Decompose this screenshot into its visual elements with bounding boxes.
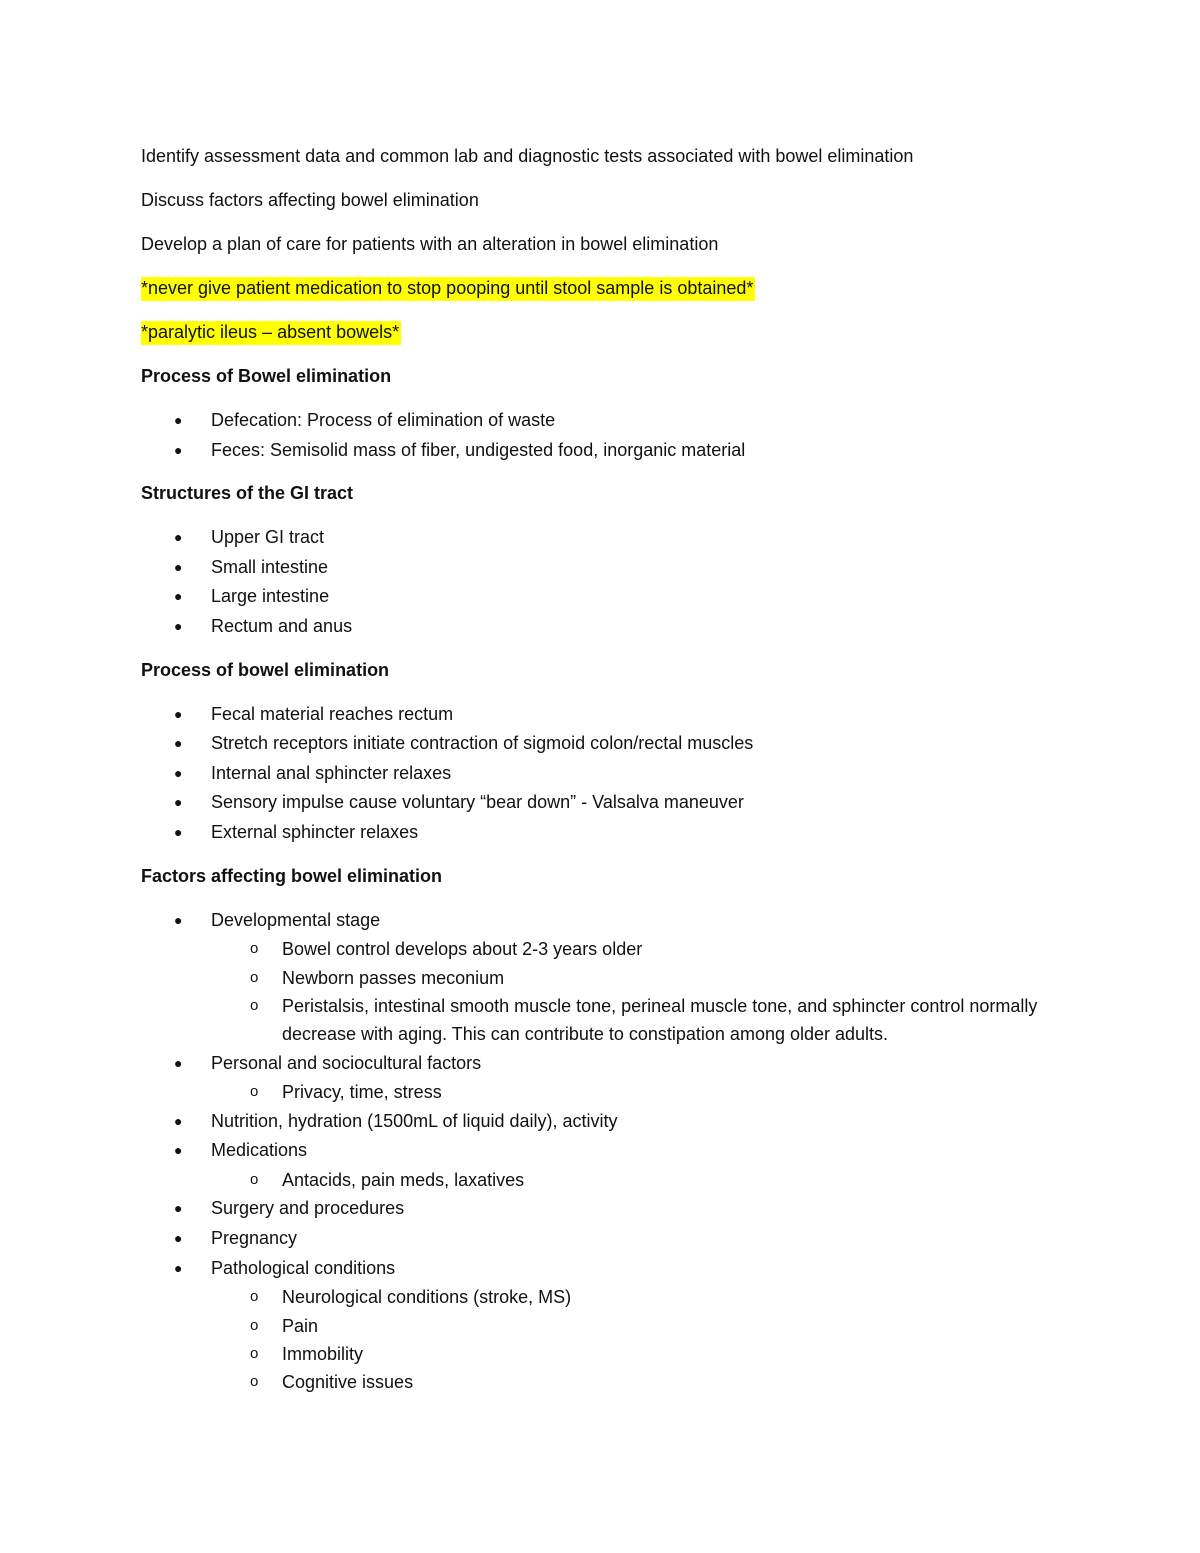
- circle-bullet-icon: o: [250, 996, 259, 1014]
- sub-list-item: [211, 1340, 1061, 1368]
- sub-list-item-text: Neurological conditions (stroke, MS): [282, 1287, 572, 1308]
- circle-bullet-icon: o: [250, 1288, 259, 1306]
- list-item-text: Small intestine: [211, 556, 329, 577]
- objective-line: Develop a plan of care for patients with an alteration in bowel elimination: [141, 234, 719, 254]
- list-item: [141, 523, 1061, 553]
- bullet-icon: ●: [174, 1142, 183, 1159]
- sub-bullet-list: [211, 1283, 1061, 1397]
- list-item: [141, 1254, 1061, 1397]
- sub-list-item: [211, 935, 1061, 963]
- highlighted-text: *paralytic ileus – absent bowels*: [141, 321, 401, 345]
- list-item: [141, 1194, 1061, 1224]
- list-item-text: Rectum and anus: [211, 615, 353, 636]
- list-item-text: Pregnancy: [211, 1227, 298, 1248]
- circle-bullet-icon: o: [250, 1170, 259, 1188]
- bullet-icon: ●: [174, 1112, 183, 1129]
- bullet-icon: ●: [174, 911, 183, 928]
- bullet-list: [141, 523, 1061, 641]
- bullet-icon: ●: [174, 705, 183, 722]
- list-item-text: Large intestine: [211, 586, 330, 607]
- sub-bullet-list: [211, 1166, 1061, 1194]
- sub-list-item-text: Pain: [282, 1315, 319, 1336]
- circle-bullet-icon: o: [250, 1083, 259, 1101]
- sub-list-item-text: Immobility: [282, 1343, 364, 1364]
- bullet-icon: ●: [174, 412, 183, 428]
- sub-list-item: [211, 1312, 1061, 1340]
- sub-list-item: [211, 1283, 1061, 1311]
- highlighted-text: *never give patient medication to stop pooping until stool sample is obtained*: [141, 277, 755, 301]
- list-item: [141, 436, 1061, 466]
- circle-bullet-icon: o: [250, 940, 259, 958]
- circle-bullet-icon: o: [250, 1373, 259, 1391]
- section-heading: Process of bowel elimination: [141, 659, 390, 680]
- section-heading: Factors affecting bowel elimination: [141, 865, 443, 886]
- bullet-icon: ●: [174, 735, 183, 752]
- sub-list-item: [211, 1368, 1061, 1396]
- bullet-list: [141, 906, 1061, 1397]
- list-item: [141, 818, 1061, 848]
- highlight-note: [141, 318, 1061, 362]
- list-item: [141, 1107, 1061, 1137]
- list-item: [141, 788, 1061, 818]
- list-item: [141, 759, 1061, 789]
- bullet-icon: ●: [174, 1259, 183, 1276]
- objective-line: Discuss factors affecting bowel elimination: [141, 190, 479, 210]
- list-item-text: Personal and sociocultural factors: [211, 1052, 482, 1073]
- bullet-icon: ●: [174, 529, 183, 546]
- sub-list-item: [211, 964, 1061, 992]
- section-heading: Process of Bowel elimination: [141, 366, 392, 386]
- list-item: [141, 1136, 1061, 1194]
- list-item: [141, 553, 1061, 583]
- sub-list-item-text: Newborn passes meconium: [282, 967, 505, 988]
- circle-bullet-icon: o: [250, 1344, 259, 1362]
- list-item: [141, 729, 1061, 759]
- sub-list-item: [211, 1166, 1061, 1194]
- bullet-icon: ●: [174, 617, 183, 634]
- sub-list-item-text: Privacy, time, stress: [282, 1082, 442, 1103]
- list-item-text: Internal anal sphincter relaxes: [211, 762, 452, 783]
- bullet-icon: ●: [174, 794, 183, 811]
- list-item-text: Developmental stage: [211, 909, 381, 930]
- list-item: [141, 1224, 1061, 1254]
- circle-bullet-icon: o: [250, 968, 259, 986]
- sub-list-item-text: Peristalsis, intestinal smooth muscle tone, perineal muscle tone, and sphincter control normally decrease with aging. This can contribute to constipation among older adults.: [282, 995, 1038, 1045]
- list-item-text: Sensory impulse cause voluntary “bear down” - Valsalva maneuver: [211, 792, 744, 813]
- list-item: [141, 700, 1061, 730]
- list-item-text: Medications: [211, 1140, 308, 1161]
- highlight-note: [141, 274, 1061, 318]
- list-item: [141, 406, 1061, 436]
- list-item: [141, 582, 1061, 612]
- section-heading: Structures of the GI tract: [141, 483, 354, 504]
- sub-bullet-list: [211, 1078, 1061, 1106]
- sub-list-item-text: Antacids, pain meds, laxatives: [282, 1169, 525, 1190]
- objective-line: Identify assessment data and common lab and diagnostic tests associated with bowel elimination: [141, 146, 914, 166]
- bullet-list: [141, 700, 1061, 848]
- sub-list-item: [211, 1078, 1061, 1106]
- list-item-text: Pathological conditions: [211, 1257, 396, 1278]
- bullet-icon: ●: [174, 1054, 183, 1071]
- bullet-icon: ●: [174, 1229, 183, 1246]
- list-item-text: Defecation: Process of elimination of waste: [211, 410, 556, 430]
- list-item: [141, 906, 1061, 1049]
- circle-bullet-icon: o: [250, 1316, 259, 1334]
- list-item-text: Stretch receptors initiate contraction of sigmoid colon/rectal muscles: [211, 733, 754, 754]
- sub-list-item: [211, 992, 1061, 1049]
- bullet-icon: ●: [174, 823, 183, 840]
- sub-list-item-text: Bowel control develops about 2-3 years older: [282, 939, 643, 960]
- bullet-icon: ●: [174, 588, 183, 605]
- list-item: [141, 1049, 1061, 1107]
- list-item-text: Nutrition, hydration (1500mL of liquid daily), activity: [211, 1110, 618, 1131]
- list-item-text: Surgery and procedures: [211, 1198, 405, 1219]
- list-item: [141, 612, 1061, 642]
- bullet-list: [141, 406, 1061, 465]
- bullet-icon: ●: [174, 441, 183, 458]
- list-item-text: Fecal material reaches rectum: [211, 703, 454, 724]
- sub-bullet-list: [211, 935, 1061, 1049]
- bullet-icon: ●: [174, 764, 183, 781]
- list-item-text: Feces: Semisolid mass of fiber, undigested food, inorganic material: [211, 439, 746, 460]
- list-item-text: External sphincter relaxes: [211, 821, 419, 842]
- bullet-icon: ●: [174, 1200, 183, 1217]
- bullet-icon: ●: [174, 558, 183, 575]
- document-page: [141, 142, 1061, 1411]
- sub-list-item-text: Cognitive issues: [282, 1372, 414, 1393]
- notes-sections: [141, 362, 1061, 1397]
- list-item-text: Upper GI tract: [211, 527, 325, 548]
